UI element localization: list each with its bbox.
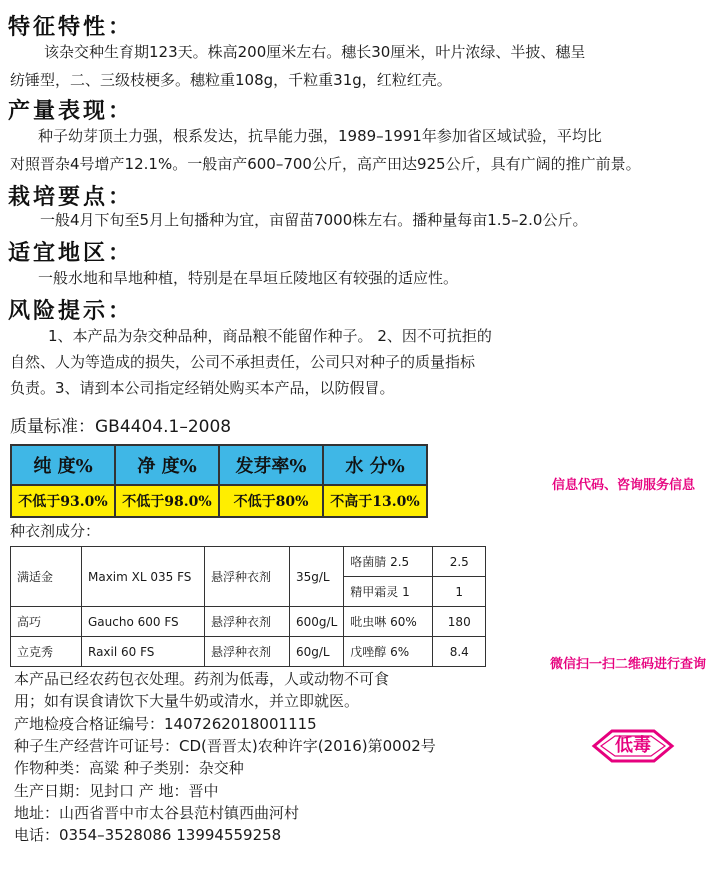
coating-ingredient: 精甲霜灵 1 — [344, 577, 433, 607]
info-code-note: 信息代码、咨询服务信息 — [552, 478, 696, 493]
toxicity-badge — [590, 728, 676, 764]
quality-header-germination: 发芽率% — [219, 445, 323, 485]
cultivation-line-1: 一般4月下旬至5月上旬播种为宜，亩留苗7000株左右。播种量每亩1.5–2.0公斤。 — [40, 211, 588, 229]
coating-amount: 180 — [433, 607, 486, 637]
yield-heading: 产量表现： — [8, 99, 134, 124]
risk-line-1: 1、本产品为杂交种品种，商品粮不能留作种子。 2、因不可抗拒的 — [48, 327, 492, 345]
coating-concentration: 600g/L — [290, 607, 344, 637]
license-number: 种子生产经营许可证号：CD(晋晋太)农种许字(2016)第0002号 — [14, 737, 436, 755]
quality-table — [10, 444, 428, 518]
coating-amount: 2.5 — [433, 547, 486, 577]
coating-product: Gaucho 600 FS — [82, 607, 205, 637]
traits-heading: 特征特性： — [8, 15, 134, 40]
crop-type: 作物种类：高粱 种子类别：杂交种 — [14, 759, 244, 777]
toxicity-label: 低毒 — [615, 735, 651, 756]
coating-ingredient: 戊唑醇 6% — [344, 637, 433, 667]
quality-value-germination: 不低于80% — [219, 485, 323, 517]
coating-ingredient: 吡虫啉 60% — [344, 607, 433, 637]
coating-concentration: 35g/L — [290, 547, 344, 607]
quality-value-cleanliness: 不低于98.0% — [115, 485, 219, 517]
coating-ingredient: 咯菌腈 2.5 — [344, 547, 433, 577]
footer-line-1: 本产品已经农药包衣处理。药剂为低毒，人或动物不可食 — [14, 670, 390, 688]
wechat-scan-note: 微信扫一扫二维码进行查询 — [550, 657, 707, 672]
coating-type: 悬浮种衣剂 — [205, 637, 290, 667]
cultivation-heading: 栽培要点： — [8, 185, 134, 210]
coating-amount: 1 — [433, 577, 486, 607]
quality-standard: 质量标准：GB4404.1–2008 — [10, 417, 232, 437]
coating-product: Raxil 60 FS — [82, 637, 205, 667]
production-date: 生产日期：见封口 产 地：晋中 — [14, 782, 219, 800]
risk-line-3: 负责。3、请到本公司指定经销处购买本产品，以防假冒。 — [10, 379, 395, 397]
yield-line-2: 对照晋杂4号增产12.1%。一般亩产600–700公斤，高产田达925公斤，具有广阔的推广前景。 — [10, 155, 641, 173]
coating-brand: 满适金 — [11, 547, 82, 607]
footer-line-2: 用；如有误食请饮下大量牛奶或清水，并立即就医。 — [14, 692, 360, 710]
coating-product: Maxim XL 035 FS — [82, 547, 205, 607]
risk-heading: 风险提示： — [8, 299, 134, 324]
coating-label: 种衣剂成分： — [10, 522, 101, 540]
quality-value-purity: 不低于93.0% — [11, 485, 115, 517]
coating-table — [10, 546, 486, 667]
coating-brand: 高巧 — [11, 607, 82, 637]
coating-type: 悬浮种衣剂 — [205, 607, 290, 637]
quality-header-moisture: 水 分% — [323, 445, 427, 485]
coating-type: 悬浮种衣剂 — [205, 547, 290, 607]
phone: 电话：0354–3528086 13994559258 — [14, 826, 282, 844]
region-heading: 适宜地区： — [8, 241, 134, 266]
table-row — [11, 607, 486, 637]
table-row — [11, 637, 486, 667]
quality-value-moisture: 不高于13.0% — [323, 485, 427, 517]
coating-concentration: 60g/L — [290, 637, 344, 667]
quarantine-cert-number: 产地检疫合格证编号：140726201800​1115 — [14, 715, 317, 733]
coating-brand: 立克秀 — [11, 637, 82, 667]
address: 地址：山西省晋中市太谷县范村镇西曲河村 — [14, 804, 300, 822]
quality-header-cleanliness: 净 度% — [115, 445, 219, 485]
quality-header-purity: 纯 度% — [11, 445, 115, 485]
yield-line-1: 种子幼芽顶土力强，根系发达，抗旱能力强，1989–1991年参加省区域试验，平均比 — [38, 127, 602, 145]
table-row — [11, 547, 486, 577]
traits-line-1: 该杂交种生育期123天。株高200厘米左右。穗长30厘米，叶片浓绿、半披、穗呈 — [44, 43, 586, 61]
risk-line-2: 自然、人为等造成的损失，公司不承担责任，公司只对种子的质量指标 — [10, 353, 476, 371]
region-line-1: 一般水地和旱地种植，特别是在旱垣丘陵地区有较强的适应性。 — [38, 269, 459, 287]
coating-amount: 8.4 — [433, 637, 486, 667]
traits-line-2: 纺锤型，二、三级枝梗多。穗粒重108g，千粒重31g，红粒红壳。 — [10, 71, 452, 89]
